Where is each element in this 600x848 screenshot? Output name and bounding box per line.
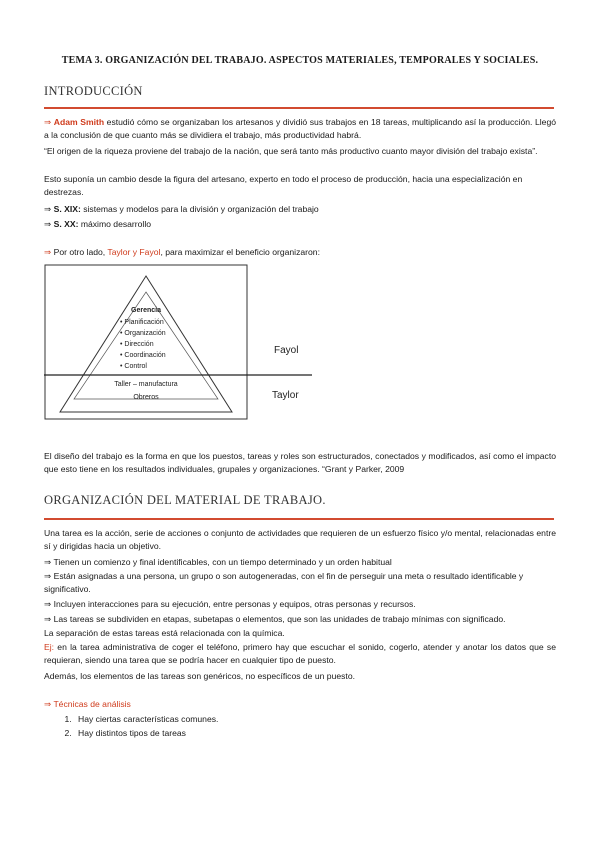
paragraph-ejemplo <box>44 641 556 667</box>
tecnicas-heading: ⇒ Técnicas de análisis <box>44 699 131 709</box>
arrow-item: ⇒ Incluyen interacciones para su ejecución, entre personas y equipos, otras personas y recursos. <box>44 599 416 609</box>
gerencia-item: • Organización <box>120 330 166 337</box>
arrow-icon: ⇒ <box>44 557 54 567</box>
section-heading-material: ORGANIZACIÓN DEL MATERIAL DE TRABAJO. <box>44 493 326 507</box>
arrow-item: ⇒ Están asignadas a una persona, un grupo o son autogeneradas, con el fin de perseguir una meta o resultado identificable y significativo. <box>44 571 524 594</box>
arrow-item: ⇒ Las tareas se subdividen en etapas, subetapas o elementos, que son las unidades de trabajo mínimas con significado. <box>44 614 506 624</box>
paragraph-artesano: Esto suponía un cambio desde la figura del artesano, experto en todo el proceso de producción, hacia una especialización en destrezas. <box>44 174 523 197</box>
bullet-label: S. XIX: <box>53 204 81 214</box>
arrow-icon: ⇒ <box>44 614 54 624</box>
bullet-text: sistemas y modelos para la división y organización del trabajo <box>80 204 319 214</box>
paragraph-adam-smith <box>44 116 556 142</box>
obreros-label: Obreros <box>133 394 159 401</box>
gerencia-item: • Coordinación <box>120 352 166 359</box>
gerencia-item: • Control <box>120 363 147 370</box>
gerencia-item: • Planificación <box>120 319 164 326</box>
paragraph-quimica: La separación de estas tareas está relacionada con la química. <box>44 628 285 638</box>
paragraph-text: estudió cómo se organizaban los artesanos y dividió sus trabajos en 18 tareas, multiplicando así la producción. Llegó a la conclusión de que cuanto más se dividiera el trabajo, más productividad habrá. <box>44 117 556 140</box>
example-text: en la tarea administrativa de coger el teléfono, primero hay que escuchar el sonido, cogerlo, atender y anotar los datos que se requieran, siendo una tarea que se podría hacer en cualquier tipo de puesto. <box>44 642 556 665</box>
arrow-icon: ⇒ <box>44 247 54 257</box>
list-item: 1. Hay ciertas características comunes. <box>74 712 218 726</box>
gerencia-title: Gerencia <box>131 307 161 314</box>
organization-pyramid-diagram <box>44 264 334 420</box>
arrow-icon: ⇒ <box>44 204 54 214</box>
example-label: Ej: <box>44 642 55 652</box>
arrow-icon: ⇒ <box>44 699 54 709</box>
page-title: TEMA 3. ORGANIZACIÓN DEL TRABAJO. ASPECTOS MATERIALES, TEMPORALES Y SOCIALES. <box>61 55 539 66</box>
paragraph-tarea-definicion: Una tarea es la acción, serie de acciones o conjunto de actividades que requieren de un esfuerzo físico y/o mental, relacionadas entre sí y dirigidas hacia un objetivo. <box>44 528 556 551</box>
bullet-s-xx <box>44 218 556 231</box>
taylor-label: Taylor <box>272 390 299 401</box>
paragraph-taylor-fayol <box>44 246 556 259</box>
arrow-icon: ⇒ <box>44 571 54 581</box>
bullet-label: S. XX: <box>53 219 79 229</box>
bullet-s-xix <box>44 203 556 216</box>
section-rule <box>44 518 554 520</box>
taller-label: Taller – manufactura <box>114 381 178 388</box>
arrow-icon: ⇒ <box>44 117 54 127</box>
arrow-icon: ⇒ <box>44 599 54 609</box>
section-heading-introduccion: INTRODUCCIÓN <box>44 84 143 98</box>
paragraph-text: Por otro lado, <box>53 247 108 257</box>
gerencia-item: • Dirección <box>120 341 154 348</box>
taylor-fayol-names: Taylor y Fayol <box>107 247 161 257</box>
techniques-list <box>44 712 218 740</box>
bullet-text: máximo desarrollo <box>78 219 152 229</box>
quote-paragraph: “El origen de la riqueza proviene del trabajo de la nación, que será tanto más productivo cuanto mayor división del trabajo exista”. <box>44 146 538 156</box>
section-rule <box>44 107 554 109</box>
paragraph-text: , para maximizar el beneficio organizaron: <box>160 247 320 257</box>
paragraph-elementos: Además, los elementos de las tareas son genéricos, no específicos de un puesto. <box>44 671 355 681</box>
fayol-label: Fayol <box>274 345 299 356</box>
adam-smith-name: Adam Smith <box>53 117 105 127</box>
arrow-icon: ⇒ <box>44 219 54 229</box>
paragraph-diseno-trabajo: El diseño del trabajo es la forma en que los puestos, tareas y roles son estructurados, conectados y modificados, así como el impacto que esto tiene en los resultados individuales, grupales y organizaciones. “Grant y Parker, 2009 <box>44 451 556 474</box>
list-item: 2. Hay distintos tipos de tareas <box>74 726 218 740</box>
arrow-item: ⇒ Tienen un comienzo y final identificables, con un tiempo determinado y un orden habitual <box>44 557 392 567</box>
